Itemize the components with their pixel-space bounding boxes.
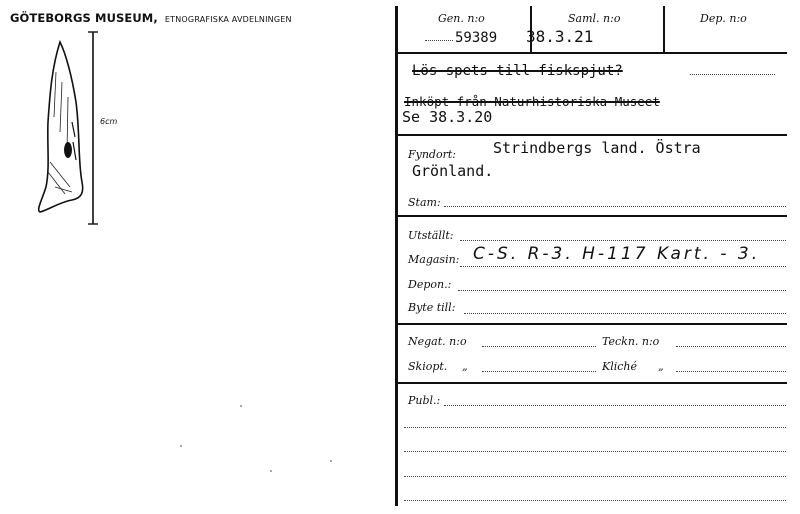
department-name: ETNOGRAFISKA AVDELNINGEN (164, 15, 292, 24)
dotted-line (404, 427, 786, 428)
negat-label: Negat. n:o (408, 335, 467, 348)
dotted-line (482, 371, 596, 372)
museum-name: GÖTEBORGS MUSEUM, (10, 11, 158, 25)
divider (397, 134, 787, 136)
gen-value: 59389 (455, 30, 498, 46)
dotted-line (690, 74, 775, 75)
kliche-label: Kliché (602, 360, 638, 373)
acquisition-line-2: Se 38.3.20 (402, 108, 493, 126)
skiopt-label: Skiopt. (408, 360, 448, 373)
magasin-label: Magasin: (408, 253, 460, 266)
speck (180, 445, 182, 447)
divider (397, 52, 787, 54)
dotted-line (404, 451, 786, 452)
artifact-sketch (20, 22, 140, 232)
stam-label: Stam: (408, 196, 441, 209)
utstallt-label: Utställt: (408, 229, 454, 242)
speck (240, 405, 242, 407)
dotted-line (444, 405, 786, 406)
dotted-line (464, 313, 786, 314)
saml-value: 38.3.21 (526, 27, 594, 46)
dotted-line (676, 371, 786, 372)
publ-label: Publ.: (408, 394, 441, 407)
divider (663, 6, 665, 52)
magasin-value: C-S. R-3. H-117 Kart. - 3. (473, 244, 761, 264)
divider (397, 382, 787, 384)
dotted-line (458, 290, 786, 291)
divider (397, 215, 787, 217)
byte-label: Byte till: (408, 301, 456, 314)
skiopt-ditto: „ (462, 360, 468, 373)
kliche-ditto: „ (658, 360, 664, 373)
dotted-line (460, 266, 786, 267)
saml-label: Saml. n:o (568, 12, 621, 25)
dep-label: Dep. n:o (700, 12, 747, 25)
speck (270, 470, 272, 472)
dotted-line (444, 206, 786, 207)
acquisition-line-1: Inköpt från Naturhistoriska Museet (404, 94, 660, 109)
fyndort-label: Fyndort: (408, 148, 456, 161)
depon-label: Depon.: (408, 278, 452, 291)
card-left-border (395, 6, 398, 506)
dotted-line (425, 40, 453, 41)
fyndort-line-1: Strindbergs land. Östra (493, 139, 701, 157)
dotted-line (404, 476, 786, 477)
dotted-line (482, 346, 596, 347)
speck (330, 460, 332, 462)
dotted-line (460, 240, 786, 241)
dotted-line (676, 346, 786, 347)
scale-label: 6cm (100, 117, 118, 126)
dotted-line (404, 500, 786, 501)
object-description: Lös spets till fiskspjut? (412, 63, 623, 79)
fyndort-line-2: Grönland. (412, 162, 494, 180)
gen-label: Gen. n:o (438, 12, 485, 25)
divider (397, 323, 787, 325)
teckn-label: Teckn. n:o (602, 335, 660, 348)
